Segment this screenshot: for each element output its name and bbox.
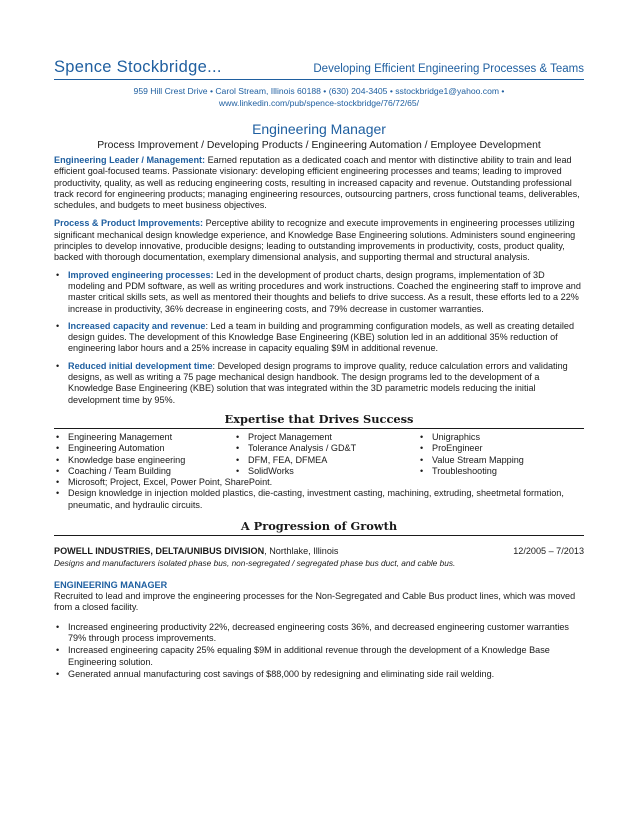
list-item: • Project Management — [234, 432, 418, 443]
header — [54, 0, 584, 80]
contact-info — [54, 85, 584, 109]
resume-title: Engineering Manager — [252, 121, 386, 137]
list-item: • Design knowledge in injection molded plastics, die-casting, investment casting, machining, extruding, sheetmetal formation, pneumatic, and hydraulic circuits. — [54, 488, 584, 511]
role-description: Recruited to lead and improve the engineering processes for the Non-Segregated and Cable Bus product lines, which was moved from a closed facility. — [54, 591, 576, 613]
achievement-label: Reduced initial development time — [68, 360, 213, 371]
tagline: Developing Efficient Engineering Processes & Teams — [313, 63, 584, 75]
list-item: • Coaching / Team Building — [54, 466, 234, 477]
skills-wide-list — [54, 477, 584, 511]
list-item: • Unigraphics — [418, 432, 584, 443]
achievements-list — [54, 270, 584, 406]
skills-grid — [54, 432, 584, 477]
list-item: • Troubleshooting — [418, 466, 584, 477]
list-item: • SolidWorks — [234, 466, 418, 477]
summary-label: Process & Product Improvements: — [54, 218, 204, 229]
section-heading-growth: A Progression of Growth — [54, 519, 584, 536]
list-item: • Engineering Automation — [54, 443, 234, 454]
list-item: • Engineering Management — [54, 432, 234, 443]
achievement-text: : Led a team in building and programming configuration models, as well as creating detailed design guides. The development of this Knowledge Base Engineering (KBE) solution led in an additional 35% reduction of engineering labor hours and a 25% increase in capacity equaling $9M in additional revenue. — [68, 320, 575, 354]
job-dates: 12/2005 – 7/2013 — [513, 546, 584, 557]
section-heading-expertise: Expertise that Drives Success — [54, 412, 584, 429]
list-item: • Microsoft; Project, Excel, Power Point, SharePoint. — [54, 477, 584, 488]
summary-paragraph — [54, 155, 584, 211]
candidate-name: Spence Stockbridge... — [54, 58, 222, 76]
contact-line-1: 959 Hill Crest Drive • Carol Stream, Illinois 60188 • (630) 204-3405 • sstockbridge1@yahoo.com • — [133, 86, 505, 96]
list-item: • Value Stream Mapping — [418, 455, 584, 466]
list-item: • ProEngineer — [418, 443, 584, 454]
summary-paragraph — [54, 218, 584, 263]
contact-line-2: www.linkedin.com/pub/spence-stockbridge/76/72/65/ — [218, 98, 420, 108]
summary-text: Perceptive ability to recognize and execute improvements in engineering processes utilizing significant mechanical design knowledge experience, and Knowledge Base Engineering solutions. Administers sound engineering principles to develop innovative, producible designs; leading to outstanding improvements in productivity, costs, product quality, backed with thorough documentation, exemplary dimensional analysis, and supporting thermal and structural analysis. — [54, 218, 576, 263]
company-description: Designs and manufacturers isolated phase bus, non-segregated / segregated phase bus duct, and cable bus. — [54, 558, 456, 569]
summary-label: Engineering Leader / Management: — [54, 155, 206, 165]
list-item: • DFM, FEA, DFMEA — [234, 455, 418, 466]
achievement-text: Led in the development of product charts, design programs, implementation of 3D modeling and PDM software, as well as writing procedures and work instructions. Coached the engineering staff to improve and master critical skills sets, as well as mentored their thoughts and beliefs to drive success. As a result, these efforts led to a 22% increase in productivity, 36% decrease in engineering costs, and 79% decrease in customer warranties. — [68, 269, 581, 314]
list-item: • Generated annual manufacturing cost savings of $88,000 by redesigning and eliminating side rail welding. — [54, 669, 584, 680]
summary-text: Earned reputation as a dedicated coach and mentor with distinctive ability to train and lead efficient goal-focused teams. Passionate visionary: developing efficient engineering processes and teams; leading to improved productivity, quality, as well as reducing engineering costs, resulting in increased capacity and revenue. Outstanding professional track record for engineering products; managing engineering resources, outsourcing partners, cross functional teams, deliverables, schedules, and budgets to meet business objectives. — [54, 155, 580, 211]
list-item — [54, 361, 584, 406]
achievement-label: Improved engineering processes: — [68, 269, 214, 280]
resume-subtitle: Process Improvement / Developing Products / Engineering Automation / Employee Development — [97, 140, 541, 151]
achievement-text: : Developed design programs to improve quality, reduce calculation errors and validating designs, as well as writing a 75 page mechanical design handbook. The design programs led to the development of a Knowledge Base Engineering (KBE) solution that was integrated within the 3D parametric models reducing the initial development time by 95%. — [68, 360, 568, 405]
job-bullets — [54, 622, 584, 680]
list-item — [54, 270, 584, 315]
list-item: • Increased engineering productivity 22%, decreased engineering costs 36%, and decreased engineering customer warranties 79% through process improvements. — [54, 622, 584, 645]
list-item: • Tolerance Analysis / GD&T — [234, 443, 418, 454]
job-company-line — [54, 546, 338, 556]
job-header — [54, 546, 584, 556]
list-item — [54, 321, 584, 355]
achievement-label: Increased capacity and revenue — [68, 320, 206, 331]
company-name: POWELL INDUSTRIES, DELTA/UNIBUS DIVISION — [54, 546, 265, 557]
company-location: , Northlake, Illinois — [264, 546, 339, 557]
job-role: ENGINEERING MANAGER — [54, 580, 168, 591]
list-item: • Knowledge base engineering — [54, 455, 234, 466]
list-item: • Increased engineering capacity 25% equaling $9M in additional revenue through the development of a Knowledge Base Engineering solution. — [54, 645, 584, 668]
